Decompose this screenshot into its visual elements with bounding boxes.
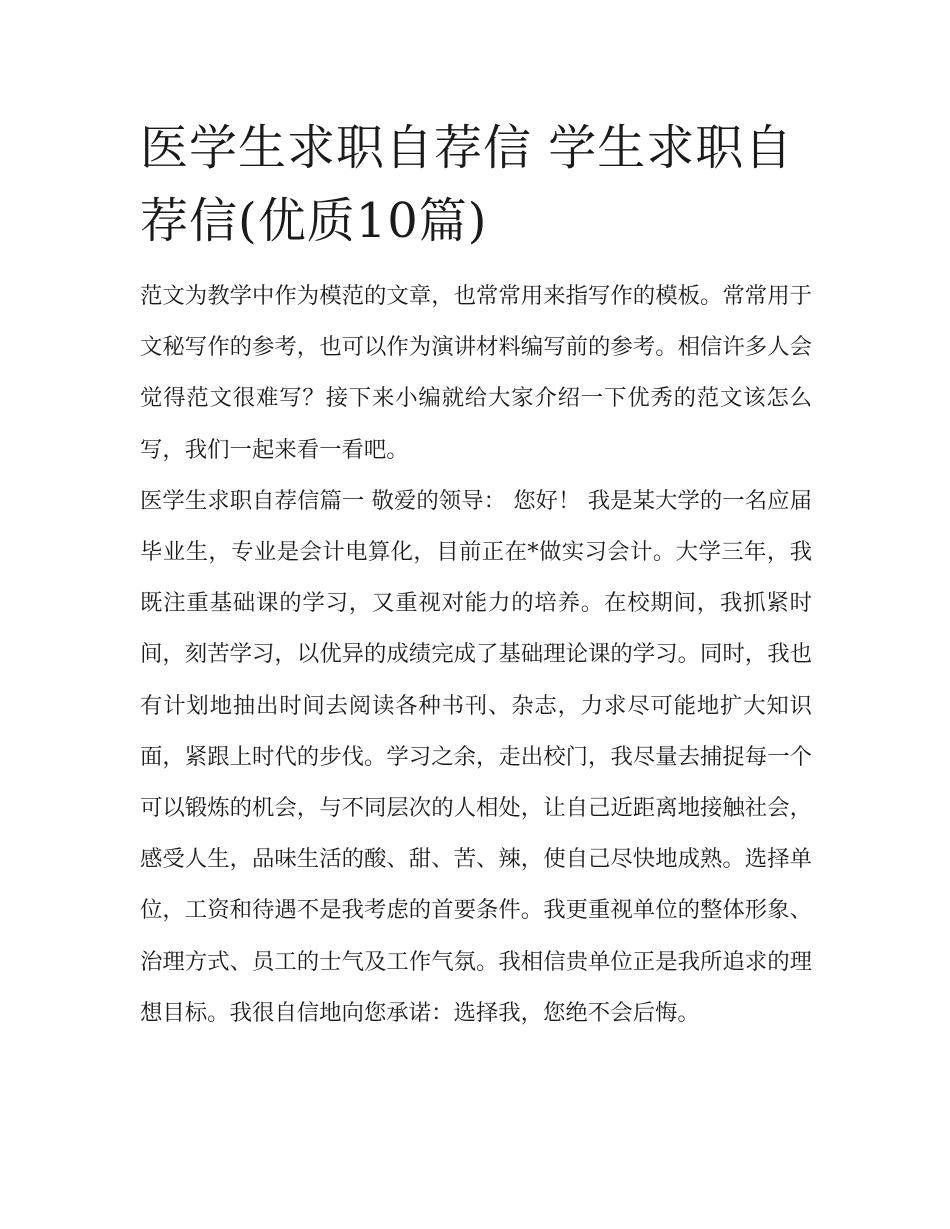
letter-paragraph: 医学生求职自荐信篇一 敬爱的领导： 您好！ 我是某大学的一名应届毕业生，专业是会计电算化，目前正在*做实习会计。大学三年，我既注重基础课的学习，又重视对能力的培养。在校期间，我抓紧时间，刻苦学习，以优异的成绩完成了基础理论课的学习。同时，我也有计划地抽出时间去阅读各种书刊、杂志，力求尽可能地扩大知识面，紧跟上时代的步伐。学习之余，走出校门，我尽量去捕捉每一个可以锻炼的机会，与不同层次的人相处，让自己近距离地接触社会，感受人生，品味生活的酸、甜、苦、辣，使自己尽快地成熟。选择单位，工资和待遇不是我考虑的首要条件。我更重视单位的整体形象、治理方式、员工的士气及工作气氛。我相信贵单位正是我所追求的理想目标。我很自信地向您承诺：选择我，您绝不会后悔。 <box>140 487 812 1026</box>
document-page <box>140 112 812 1039</box>
document-title: 医学生求职自荐信 学生求职自荐信(优质10篇) <box>140 120 794 249</box>
intro-paragraph: 范文为教学中作为模范的文章，也常常用来指写作的模板。常常用于文秘写作的参考，也可以作为演讲材料编写前的参考。相信许多人会觉得范文很难写？接下来小编就给大家介绍一下优秀的范文该怎么写，我们一起来看一看吧。 <box>140 283 812 463</box>
